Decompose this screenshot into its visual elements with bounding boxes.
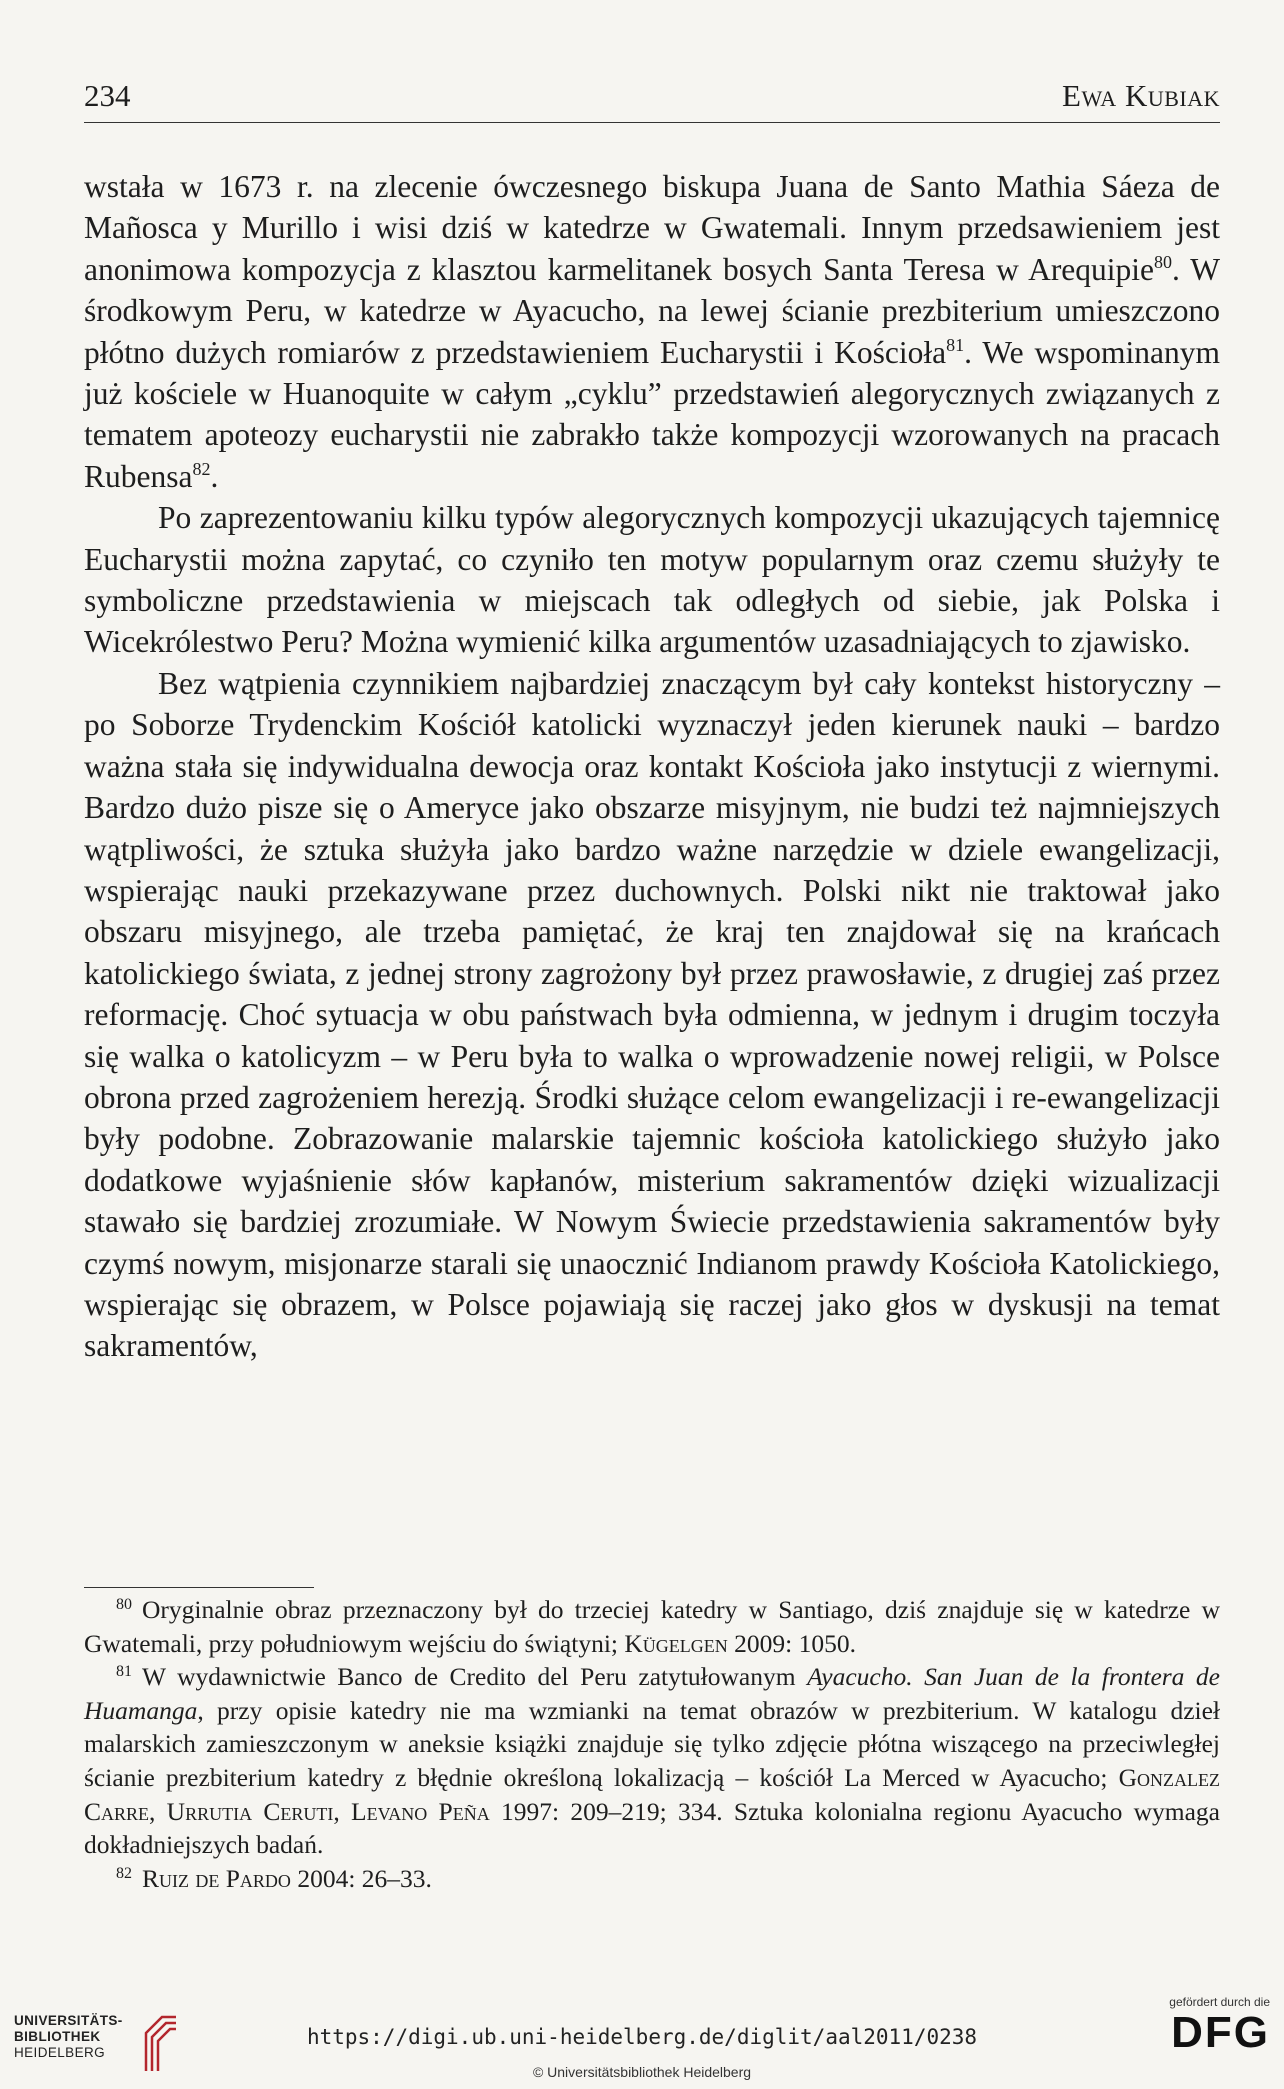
paragraph-1-part-a: wstała w 1673 r. na zlecenie ówczesnego biskupa Juana de Santo Mathia Sáeza de Mañosca y Murillo i wisi dziś w katedrze w Gwatemali. Innym przedsawieniem jest anonimowa kompozycja z klasztou karmelitanek bosych Santa Teresa w Arequipie (84, 169, 1220, 287)
footnote-text: W wydawnictwie Banco de Credito del Peru zatytułowanym (142, 1662, 808, 1692)
book-title: Ayacucho. San Juan de la frontera de Huamanga (84, 1662, 1220, 1725)
library-name-line-2: BIBLIOTHEK (14, 2029, 101, 2044)
dfg-wordmark: DFG (1171, 2008, 1270, 2057)
citation-authors: Gonzalez Carre, Urrutia Ceruti, Levano Peña (84, 1762, 1220, 1826)
paragraph-2: Po zaprezentowaniu kilku typów alegorycznych kompozycji ukazujących tajemnicę Eucharystii można zapytać, co czyniło ten motyw popularnym oraz czemu służyły te symboliczne przedstawienia w miejscach tak odległych od siebie, jak Polska i Wicekrólestwo Peru? Można wymienić kilka argumentów uzasadniających to zjawisko. (84, 500, 1220, 660)
footnote-separator (84, 1587, 314, 1588)
page-number: 234 (84, 78, 131, 113)
footnote-ref-81[interactable]: 81 (946, 334, 965, 355)
paragraph-3: Bez wątpienia czynnikiem najbardziej znaczącym był cały kontekst historyczny – po Soborze Trydenckim Kościół katolicki wyznaczył jeden kierunek nauki – bardzo ważna stała się indywidualna dewocja oraz kontakt Kościoła jako instytucji z wiernymi. Bardzo dużo pisze się o Ameryce jako obszarze misyjnym, nie budzi też najmniejszych wątpliwości, że sztuka służyła jako bardzo ważne narzędzie w dziele ewangelizacji, wspierając nauki przekazywane przez duchownych. Polski nikt nie traktował jako obszaru misyjnego, ale trzeba pamiętać, że kraj ten znajdował się na krańcach katolickiego świata, z jednej strony zagrożony był przez prawosławie, z drugiej zaś przez reformację. Choć sytuacja w obu państwach była odmienna, w jednym i drugim toczyła się walka o katolicyzm – w Peru była to walka o wprowadzenie nowej religii, w Polsce obrona przed zagrożeniem herezją. Środki służące celom ewangelizacji i re-ewangelizacji były podobne. Zobrazowanie malarskie tajemnic kościoła katolickiego służyło jako dodatkowe wyjaśnienie słów kapłanów, misterium sakramentów dzięki wizualizacji stawało się bardziej zrozumiałe. W Nowym Świecie przedstawienia sakramentów były czymś nowym, misjonarze starali się unaocznić Indianom prawdy Kościoła Katolickiego, wspierając się obrazem, w Polsce pojawiają się raczej jako głos w dyskusji na temat sakramentów, (84, 665, 1220, 1364)
citation-year: 2004: 26–33. (290, 1863, 432, 1893)
citation-author: Kügelgen (624, 1628, 728, 1658)
footnote-text: 1997: 209–219; 334. Sztuka kolonialna regionu Ayacucho wymaga dokładniejszych badań. (84, 1796, 1220, 1860)
paragraph-1 (84, 166, 1220, 497)
main-text (84, 166, 1220, 1367)
footnote-number: 82 (116, 1864, 132, 1882)
author-running-head: Ewa Kubiak (1062, 78, 1220, 113)
citation-year: 2009: 1050. (727, 1628, 856, 1658)
paragraph-1-part-d: . (210, 458, 219, 494)
funding-note: gefördert durch die (1169, 1995, 1270, 2009)
footnote-81 (84, 1660, 1220, 1862)
dfg-logo[interactable] (1140, 1995, 1270, 2075)
footnote-number: 81 (116, 1663, 132, 1681)
footnote-82 (84, 1862, 1220, 1896)
copyright-notice: © Universitätsbibliothek Heidelberg (532, 2064, 752, 2080)
footnote-text: Oryginalnie obraz przeznaczony był do trzeciej katedry w Santiago, dziś znajduje się w katedrze w Gwatemali, przy południowym wejściu do świątyni; (84, 1595, 1220, 1658)
paragraph-1-part-c: . We wspominanym już kościele w Huanoquite w całym „cyklu” przedstawień alegorycznych związanych z tematem apoteozy eucharystii nie zabrakło także kompozycji wzorowanych na pracach Rubensa (84, 334, 1220, 494)
paragraph-1-part-b: . W środkowym Peru, w katedrze w Ayacucho, na lewej ścianie prezbiterium umieszczono płótno dużych romiarów z przedstawieniem Eucharystii i Kościoła (84, 251, 1220, 370)
digitization-footer (0, 1965, 1284, 2089)
footnote-80 (84, 1593, 1220, 1660)
citation-author: Ruiz de Pardo (142, 1863, 291, 1893)
permalink-url[interactable]: https://digi.ub.uni-heidelberg.de/diglit/aal2011/0238 (306, 2025, 978, 2049)
library-name-line-3: HEIDELBERG (14, 2045, 106, 2060)
footnote-number: 80 (116, 1596, 132, 1613)
footnote-ref-82[interactable]: 82 (192, 458, 211, 479)
footnotes (84, 1593, 1220, 1895)
library-name-line-1: UNIVERSITÄTS- (14, 2013, 123, 2028)
running-header (84, 78, 1220, 123)
footnote-ref-80[interactable]: 80 (1154, 251, 1173, 272)
footnote-text: , przy opisie katedry nie ma wzmianki na temat obrazów w prezbiterium. W katalogu dzieł malarskich zamieszczonym w aneksie książki znajduje się tylko zdjęcie płótna wiszącego na przeciwległej ścianie prezbiterium katedry z błędnie określoną lokalizacją – kościół La Merced w Ayacucho; (84, 1695, 1220, 1792)
